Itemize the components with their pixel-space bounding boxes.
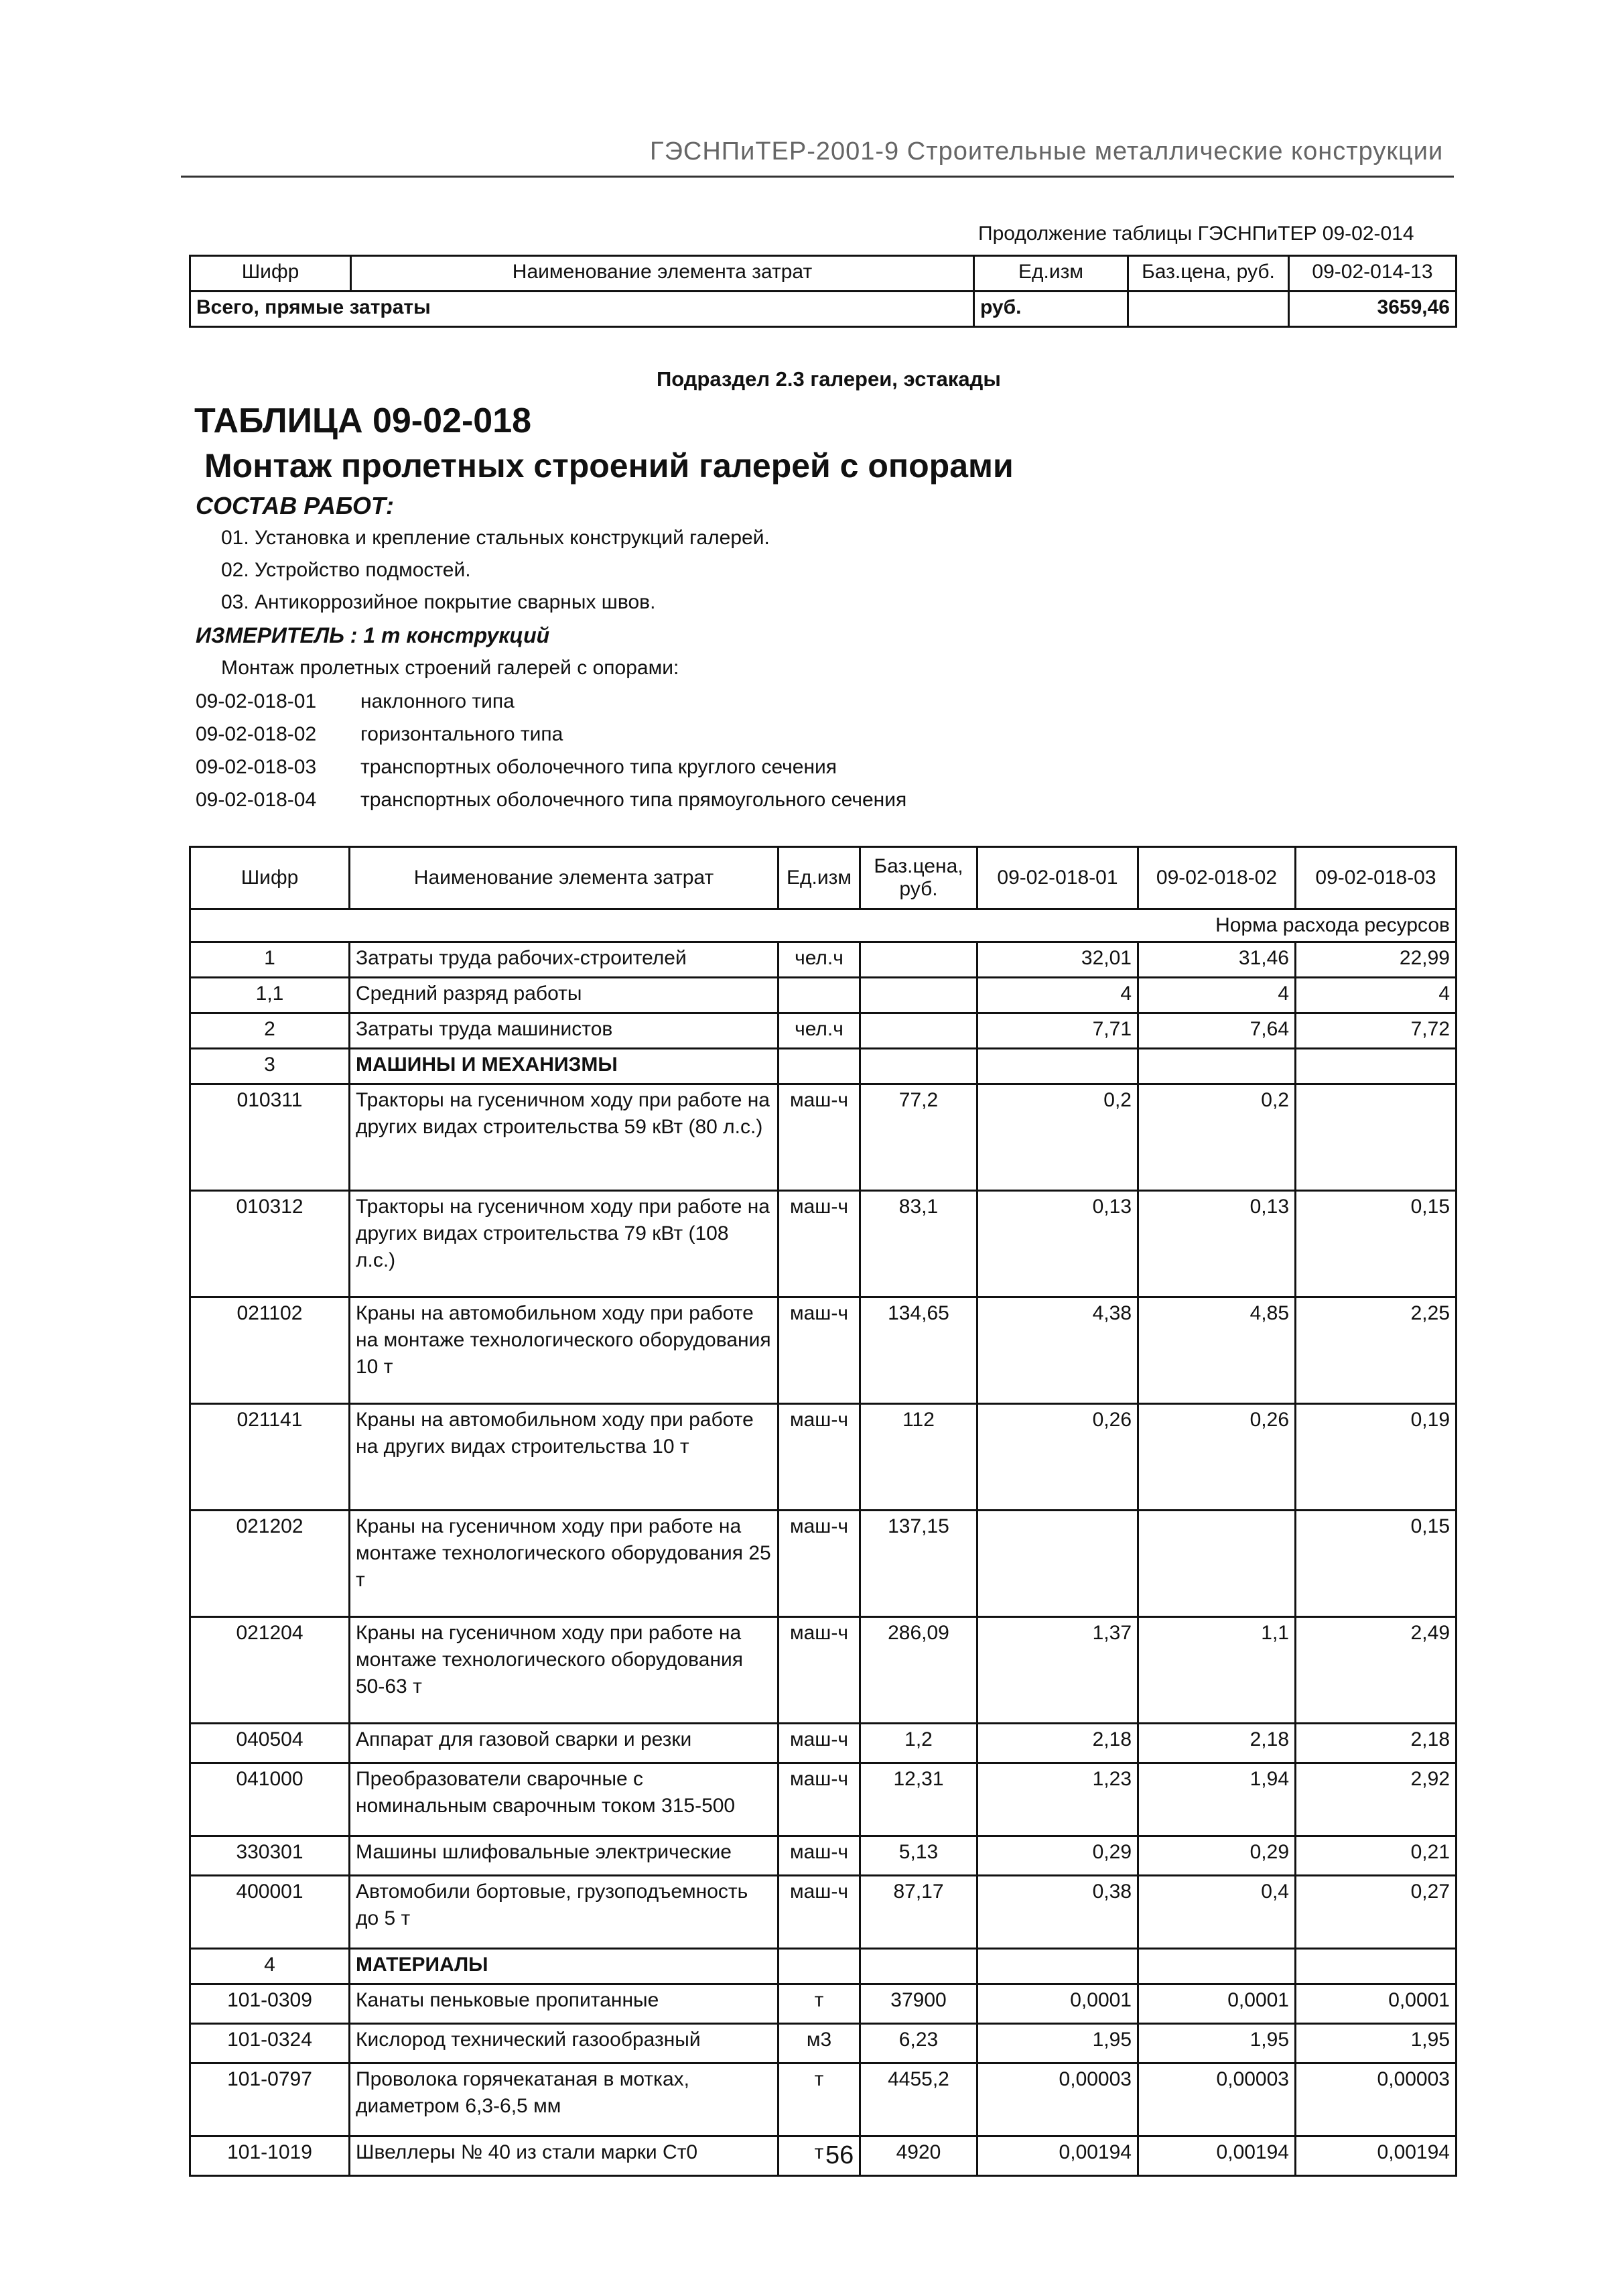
row-unit (779, 1049, 860, 1084)
row-code: 330301 (190, 1836, 350, 1876)
running-header: ГЭСНПиТЕР-2001-9 Строительные металлические конструкции (650, 137, 1444, 166)
row-value-2 (1138, 1049, 1296, 1084)
row-price (860, 978, 977, 1013)
row-name: Тракторы на гусеничном ходу при работе на других видах строительства 59 кВт (80 л.с.) (350, 1084, 779, 1191)
page-number: 56 (825, 2141, 854, 2169)
row-value-2: 0,26 (1138, 1404, 1296, 1511)
row-unit: м3 (779, 2024, 860, 2063)
row-value-2: 0,13 (1138, 1191, 1296, 1297)
row-name: Автомобили бортовые, грузоподъемность до 5 т (350, 1876, 779, 1949)
row-code: 010311 (190, 1084, 350, 1191)
row-value-3: 0,0001 (1296, 1984, 1457, 2024)
row-code: 041000 (190, 1763, 350, 1836)
table-row (190, 2024, 1457, 2063)
row-unit: маш-ч (779, 1404, 860, 1511)
row-value-3: 0,00194 (1296, 2136, 1457, 2176)
table-row (190, 1049, 1457, 1084)
row-code: 101-1019 (190, 2136, 350, 2176)
row-price: 112 (860, 1404, 977, 1511)
header-price: Баз.цена, руб. (1128, 256, 1289, 292)
variant-code: 09-02-018-02 (196, 723, 317, 745)
header-unit: Ед.изм (779, 847, 860, 909)
row-value-3: 4 (1296, 978, 1457, 1013)
row-unit: маш-ч (779, 1191, 860, 1297)
row-value-1: 0,38 (977, 1876, 1138, 1949)
row-value-3: 2,25 (1296, 1297, 1457, 1404)
row-value-1: 7,71 (977, 1013, 1138, 1049)
row-value-1: 1,95 (977, 2024, 1138, 2063)
row-price: 12,31 (860, 1763, 977, 1836)
row-unit: т (779, 2136, 860, 2176)
row-unit: маш-ч (779, 1617, 860, 1724)
table-body (190, 942, 1457, 2176)
row-value-3: 22,99 (1296, 942, 1457, 978)
work-item: 03. Антикоррозийное покрытие сварных швов. (221, 591, 656, 613)
row-value-3: 7,72 (1296, 1013, 1457, 1049)
row-value-1: 4,38 (977, 1297, 1138, 1404)
total-price (1128, 292, 1289, 327)
row-name: Кислород технический газообразный (350, 2024, 779, 2063)
row-price (860, 1949, 977, 1984)
row-price (860, 942, 977, 978)
variant-desc: наклонного типа (360, 690, 515, 712)
table-row (190, 1984, 1457, 2024)
row-value-2 (1138, 1949, 1296, 1984)
row-code: 101-0324 (190, 2024, 350, 2063)
table-row (190, 1763, 1457, 1836)
total-label: Всего, прямые затраты (190, 292, 974, 327)
row-unit: чел.ч (779, 942, 860, 978)
resources-table (189, 846, 1457, 2177)
continuation-label: Продолжение таблицы ГЭСНПиТЕР 09-02-014 (978, 222, 1414, 245)
row-price: 4920 (860, 2136, 977, 2176)
row-price (860, 1013, 977, 1049)
table-header-row (190, 256, 1457, 292)
header-price: Баз.цена, руб. (860, 847, 977, 909)
row-value-2: 0,4 (1138, 1876, 1296, 1949)
row-price: 134,65 (860, 1297, 977, 1404)
row-value-1: 1,23 (977, 1763, 1138, 1836)
row-name: Краны на гусеничном ходу при работе на монтаже технологического оборудования 25 т (350, 1511, 779, 1617)
table-row (190, 1949, 1457, 1984)
measure-unit: ИЗМЕРИТЕЛЬ : 1 т конструкций (196, 623, 550, 647)
row-code: 1,1 (190, 978, 350, 1013)
works-title: СОСТАВ РАБОТ: (196, 492, 394, 519)
row-value-3 (1296, 1949, 1457, 1984)
row-value-1: 0,2 (977, 1084, 1138, 1191)
variant-code: 09-02-018-03 (196, 756, 317, 778)
row-name: Тракторы на гусеничном ходу при работе на других видах строительства 79 кВт (108 л.с.) (350, 1191, 779, 1297)
row-price: 5,13 (860, 1836, 977, 1876)
row-value-2: 7,64 (1138, 1013, 1296, 1049)
row-unit: т (779, 2063, 860, 2136)
row-unit: маш-ч (779, 1836, 860, 1876)
header-name: Наименование элемента затрат (350, 847, 779, 909)
row-value-1: 0,26 (977, 1404, 1138, 1511)
row-value-3 (1296, 1084, 1457, 1191)
variant-desc: горизонтального типа (360, 723, 563, 745)
table-row (190, 1191, 1457, 1297)
row-value-2: 0,0001 (1138, 1984, 1296, 2024)
row-code: 3 (190, 1049, 350, 1084)
row-code: 021204 (190, 1617, 350, 1724)
row-price: 286,09 (860, 1617, 977, 1724)
table-row (190, 1876, 1457, 1949)
row-unit: маш-ч (779, 1511, 860, 1617)
row-unit: чел.ч (779, 1013, 860, 1049)
row-value-1: 0,13 (977, 1191, 1138, 1297)
row-unit: маш-ч (779, 1876, 860, 1949)
row-price: 83,1 (860, 1191, 977, 1297)
row-code: 021102 (190, 1297, 350, 1404)
row-code: 400001 (190, 1876, 350, 1949)
table-row (190, 1404, 1457, 1511)
row-code: 040504 (190, 1724, 350, 1763)
row-price (860, 1049, 977, 1084)
row-name: МАШИНЫ И МЕХАНИЗМЫ (350, 1049, 779, 1084)
row-value-1 (977, 1949, 1138, 1984)
table-row (190, 1013, 1457, 1049)
table-row (190, 1724, 1457, 1763)
row-value-2: 0,2 (1138, 1084, 1296, 1191)
work-item: 02. Устройство подмостей. (221, 559, 471, 581)
row-value-2: 31,46 (1138, 942, 1296, 978)
row-value-1: 1,37 (977, 1617, 1138, 1724)
row-name: Краны на гусеничном ходу при работе на монтаже технологического оборудования 50-63 т (350, 1617, 779, 1724)
row-price: 77,2 (860, 1084, 977, 1191)
row-code: 4 (190, 1949, 350, 1984)
row-name: МАТЕРИАЛЫ (350, 1949, 779, 1984)
row-name: Затраты труда машинистов (350, 1013, 779, 1049)
row-value-2: 1,1 (1138, 1617, 1296, 1724)
row-value-2: 4 (1138, 978, 1296, 1013)
row-unit (779, 1949, 860, 1984)
row-code: 101-0309 (190, 1984, 350, 2024)
header-col-3: 09-02-018-03 (1296, 847, 1457, 909)
row-price: 1,2 (860, 1724, 977, 1763)
row-value-2 (1138, 1511, 1296, 1617)
row-name: Средний разряд работы (350, 978, 779, 1013)
row-name: Машины шлифовальные электрические (350, 1836, 779, 1876)
table-row (190, 2136, 1457, 2176)
row-code: 1 (190, 942, 350, 978)
table-row (190, 2063, 1457, 2136)
row-code: 2 (190, 1013, 350, 1049)
row-name: Краны на автомобильном ходу при работе на других видах строительства 10 т (350, 1404, 779, 1511)
header-unit: Ед.изм (974, 256, 1128, 292)
row-value-2: 0,00194 (1138, 2136, 1296, 2176)
row-value-3: 1,95 (1296, 2024, 1457, 2063)
total-unit: руб. (974, 292, 1128, 327)
row-price: 37900 (860, 1984, 977, 2024)
norm-label: Норма расхода ресурсов (190, 909, 1457, 942)
row-value-2: 0,29 (1138, 1836, 1296, 1876)
table-row (190, 1836, 1457, 1876)
table-title: ТАБЛИЦА 09-02-018 (194, 401, 532, 440)
norm-row (190, 909, 1457, 942)
row-value-1: 0,00194 (977, 2136, 1138, 2176)
row-name: Проволока горячекатаная в мотках, диаметром 6,3-6,5 мм (350, 2063, 779, 2136)
row-name: Швеллеры № 40 из стали марки Ст0 (350, 2136, 779, 2176)
row-code: 021202 (190, 1511, 350, 1617)
row-value-1: 0,00003 (977, 2063, 1138, 2136)
table-row (190, 1297, 1457, 1404)
row-code: 101-0797 (190, 2063, 350, 2136)
row-value-3: 2,18 (1296, 1724, 1457, 1763)
row-value-3: 0,15 (1296, 1511, 1457, 1617)
row-unit: маш-ч (779, 1084, 860, 1191)
row-code: 021141 (190, 1404, 350, 1511)
row-value-3: 0,19 (1296, 1404, 1457, 1511)
row-value-2: 1,94 (1138, 1763, 1296, 1836)
row-price: 4455,2 (860, 2063, 977, 2136)
row-value-3: 2,92 (1296, 1763, 1457, 1836)
table-row (190, 978, 1457, 1013)
variant-code: 09-02-018-01 (196, 690, 317, 712)
row-value-1: 32,01 (977, 942, 1138, 978)
table-header-row (190, 847, 1457, 909)
variant-desc: транспортных оболочечного типа прямоугольного сечения (360, 789, 907, 811)
row-name: Аппарат для газовой сварки и резки (350, 1724, 779, 1763)
row-value-3: 0,00003 (1296, 2063, 1457, 2136)
variants-intro: Монтаж пролетных строений галерей с опорами: (221, 657, 679, 679)
header-rule (181, 176, 1454, 178)
row-value-2: 1,95 (1138, 2024, 1296, 2063)
header-col-1: 09-02-018-01 (977, 847, 1138, 909)
row-value-1: 4 (977, 978, 1138, 1013)
header-code: Шифр (190, 256, 351, 292)
row-unit: т (779, 1984, 860, 2024)
subsection-heading: Подраздел 2.3 галереи, эстакады (657, 367, 1001, 391)
header-name: Наименование элемента затрат (351, 256, 974, 292)
row-value-3: 0,21 (1296, 1836, 1457, 1876)
variant-code: 09-02-018-04 (196, 789, 317, 811)
previous-table (189, 255, 1457, 328)
total-value: 3659,46 (1289, 292, 1457, 327)
row-value-1 (977, 1511, 1138, 1617)
header-code: Шифр (190, 847, 350, 909)
row-unit (779, 978, 860, 1013)
table-subtitle: Монтаж пролетных строений галерей с опорами (204, 447, 1014, 485)
row-value-2: 0,00003 (1138, 2063, 1296, 2136)
row-price: 137,15 (860, 1511, 977, 1617)
row-value-2: 2,18 (1138, 1724, 1296, 1763)
row-name: Канаты пеньковые пропитанные (350, 1984, 779, 2024)
row-price: 87,17 (860, 1876, 977, 1949)
row-unit: маш-ч (779, 1297, 860, 1404)
variant-desc: транспортных оболочечного типа круглого сечения (360, 756, 837, 778)
table-row (190, 942, 1457, 978)
row-name: Преобразователи сварочные с номинальным сварочным током 315-500 (350, 1763, 779, 1836)
total-row (190, 292, 1457, 327)
row-value-3: 0,27 (1296, 1876, 1457, 1949)
row-unit: маш-ч (779, 1763, 860, 1836)
header-col-2: 09-02-018-02 (1138, 847, 1296, 909)
row-price: 6,23 (860, 2024, 977, 2063)
row-name: Краны на автомобильном ходу при работе на монтаже технологического оборудования 10 т (350, 1297, 779, 1404)
row-value-3: 2,49 (1296, 1617, 1457, 1724)
row-code: 010312 (190, 1191, 350, 1297)
table-row (190, 1084, 1457, 1191)
row-value-1: 0,0001 (977, 1984, 1138, 2024)
row-value-1: 2,18 (977, 1724, 1138, 1763)
row-value-3 (1296, 1049, 1457, 1084)
table-row (190, 1617, 1457, 1724)
row-name: Затраты труда рабочих-строителей (350, 942, 779, 978)
work-item: 01. Установка и крепление стальных конструкций галерей. (221, 527, 770, 549)
table-row (190, 1511, 1457, 1617)
row-value-3: 0,15 (1296, 1191, 1457, 1297)
row-value-1 (977, 1049, 1138, 1084)
header-col: 09-02-014-13 (1289, 256, 1457, 292)
row-unit: маш-ч (779, 1724, 860, 1763)
row-value-2: 4,85 (1138, 1297, 1296, 1404)
row-value-1: 0,29 (977, 1836, 1138, 1876)
